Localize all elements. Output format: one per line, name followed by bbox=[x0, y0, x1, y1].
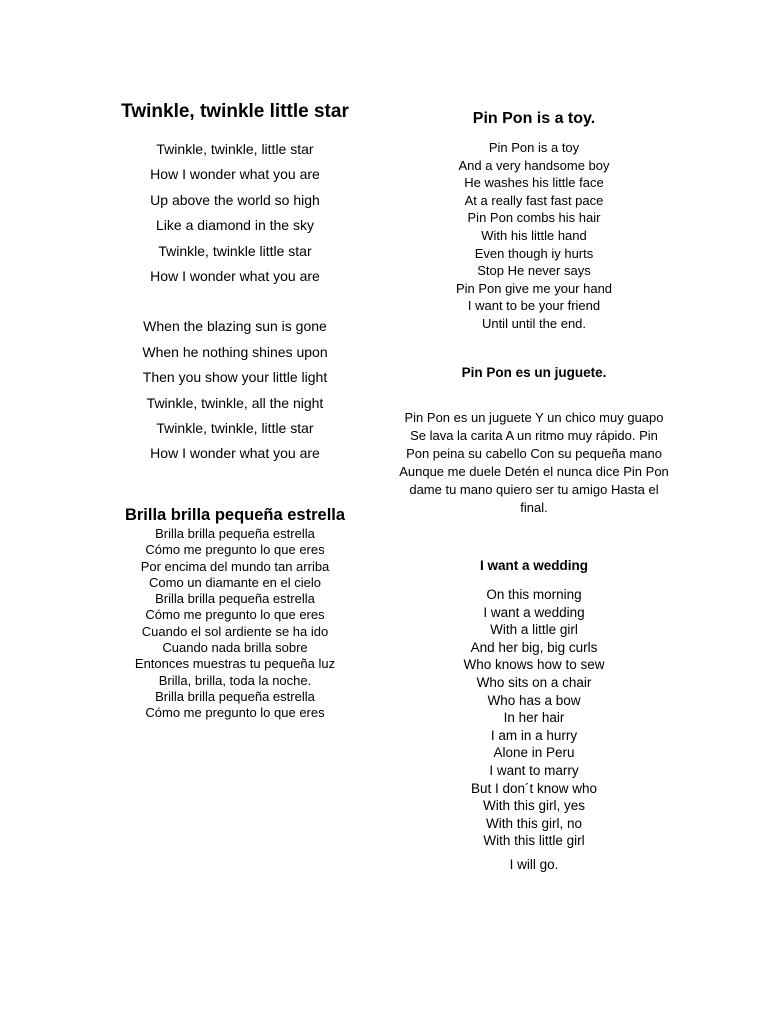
poem-line: Entonces muestras tu pequeña luz bbox=[134, 656, 336, 672]
poem-line: Twinkle, twinkle little star bbox=[158, 242, 312, 259]
poem-line: Brilla brilla pequeña estrella bbox=[155, 591, 315, 607]
poem-line: At a really fast fast pace bbox=[464, 192, 604, 208]
poem-line: Cómo me pregunto lo que eres bbox=[145, 542, 325, 558]
juguete-paragraph: Pin Pon es un juguete Y un chico muy guapo Se lava la carita A un ritmo muy rápido. Pin Pon peina su cabello Con su pequeña mano Aunque me duele Detén el nunca dice Pin Pon dame tu mano quiero ser tu amigo Hasta el final. bbox=[399, 410, 669, 515]
poem-line: Who sits on a chair bbox=[476, 674, 592, 690]
poem-line: How I wonder what you are bbox=[150, 268, 320, 285]
twinkle-poem bbox=[80, 100, 390, 467]
poem-line: On this morning bbox=[486, 587, 582, 602]
poem-line: Twinkle, twinkle, all the night bbox=[146, 394, 324, 411]
pinpon-title: Pin Pon is a toy. bbox=[472, 110, 596, 127]
poem-line: He washes his little face bbox=[464, 175, 604, 191]
poem-line: Brilla brilla pequeña estrella bbox=[155, 526, 315, 541]
poem-line: Up above the world so high bbox=[150, 191, 320, 208]
poem-line: With a little girl bbox=[490, 622, 578, 638]
poem-line: When he nothing shines upon bbox=[142, 343, 328, 360]
poem-line: Stop He never says bbox=[477, 263, 591, 279]
poem-line: And her big, big curls bbox=[470, 639, 598, 655]
poem-line: Cuando nada brilla sobre bbox=[162, 640, 308, 656]
poem-final-line: I will go. bbox=[509, 856, 559, 872]
poem-line: Twinkle, twinkle, little star bbox=[156, 420, 314, 437]
poem-line: Even though iy hurts bbox=[474, 245, 594, 261]
poem-line: Who knows how to sew bbox=[463, 657, 605, 673]
wedding-title: I want a wedding bbox=[479, 558, 588, 573]
twinkle-stanza-2 bbox=[80, 314, 390, 466]
poem-line: Pin Pon is a toy bbox=[488, 140, 580, 155]
poem-line: Who has a bow bbox=[487, 692, 581, 708]
pinpon-poem bbox=[418, 108, 650, 333]
poem-line: Cuando el sol ardiente se ha ido bbox=[141, 623, 329, 639]
twinkle-stanza-1 bbox=[80, 137, 390, 289]
juguete-title: Pin Pon es un juguete. bbox=[461, 365, 607, 380]
poem-line: With this girl, no bbox=[485, 815, 583, 831]
poem-line: Like a diamond in the sky bbox=[156, 217, 314, 234]
wedding-poem bbox=[418, 557, 650, 874]
brilla-title: Brilla brilla pequeña estrella bbox=[124, 506, 346, 524]
poem-line: Alone in Peru bbox=[493, 745, 575, 761]
poem-line: Cómo me pregunto lo que eres bbox=[145, 705, 325, 721]
poem-line: I want a wedding bbox=[483, 604, 585, 620]
poem-line: With his little hand bbox=[481, 227, 587, 243]
poem-line: Brilla brilla pequeña estrella bbox=[155, 688, 315, 704]
poem-line: I want to be your friend bbox=[467, 298, 601, 314]
poem-line: With this little girl bbox=[483, 833, 585, 849]
poem-line: How I wonder what you are bbox=[150, 445, 320, 462]
poem-line: I want to marry bbox=[489, 762, 579, 778]
poem-line: Brilla, brilla, toda la noche. bbox=[158, 672, 312, 688]
poem-line: Cómo me pregunto lo que eres bbox=[145, 607, 325, 623]
poem-line: With this girl, yes bbox=[482, 798, 586, 814]
poem-line: Then you show your little light bbox=[142, 369, 328, 386]
juguete-poem bbox=[398, 364, 670, 517]
twinkle-title: Twinkle, twinkle little star bbox=[121, 101, 349, 122]
poem-line: Pin Pon combs his hair bbox=[467, 210, 601, 226]
poem-line: In her hair bbox=[503, 710, 565, 726]
poem-line: Twinkle, twinkle, little star bbox=[156, 141, 314, 157]
poem-line: Pin Pon give me your hand bbox=[455, 280, 613, 296]
poem-line: Como un diamante en el cielo bbox=[149, 574, 321, 590]
poem-line: Until until the end. bbox=[481, 315, 587, 331]
poem-line: But I don´t know who bbox=[470, 780, 598, 796]
brilla-poem bbox=[80, 505, 390, 722]
poem-line: How I wonder what you are bbox=[150, 166, 320, 183]
poem-line: Por encima del mundo tan arriba bbox=[140, 558, 330, 574]
poem-line: When the blazing sun is gone bbox=[143, 318, 327, 335]
poem-line: And a very handsome boy bbox=[458, 157, 610, 173]
poem-line: I am in a hurry bbox=[490, 727, 578, 743]
